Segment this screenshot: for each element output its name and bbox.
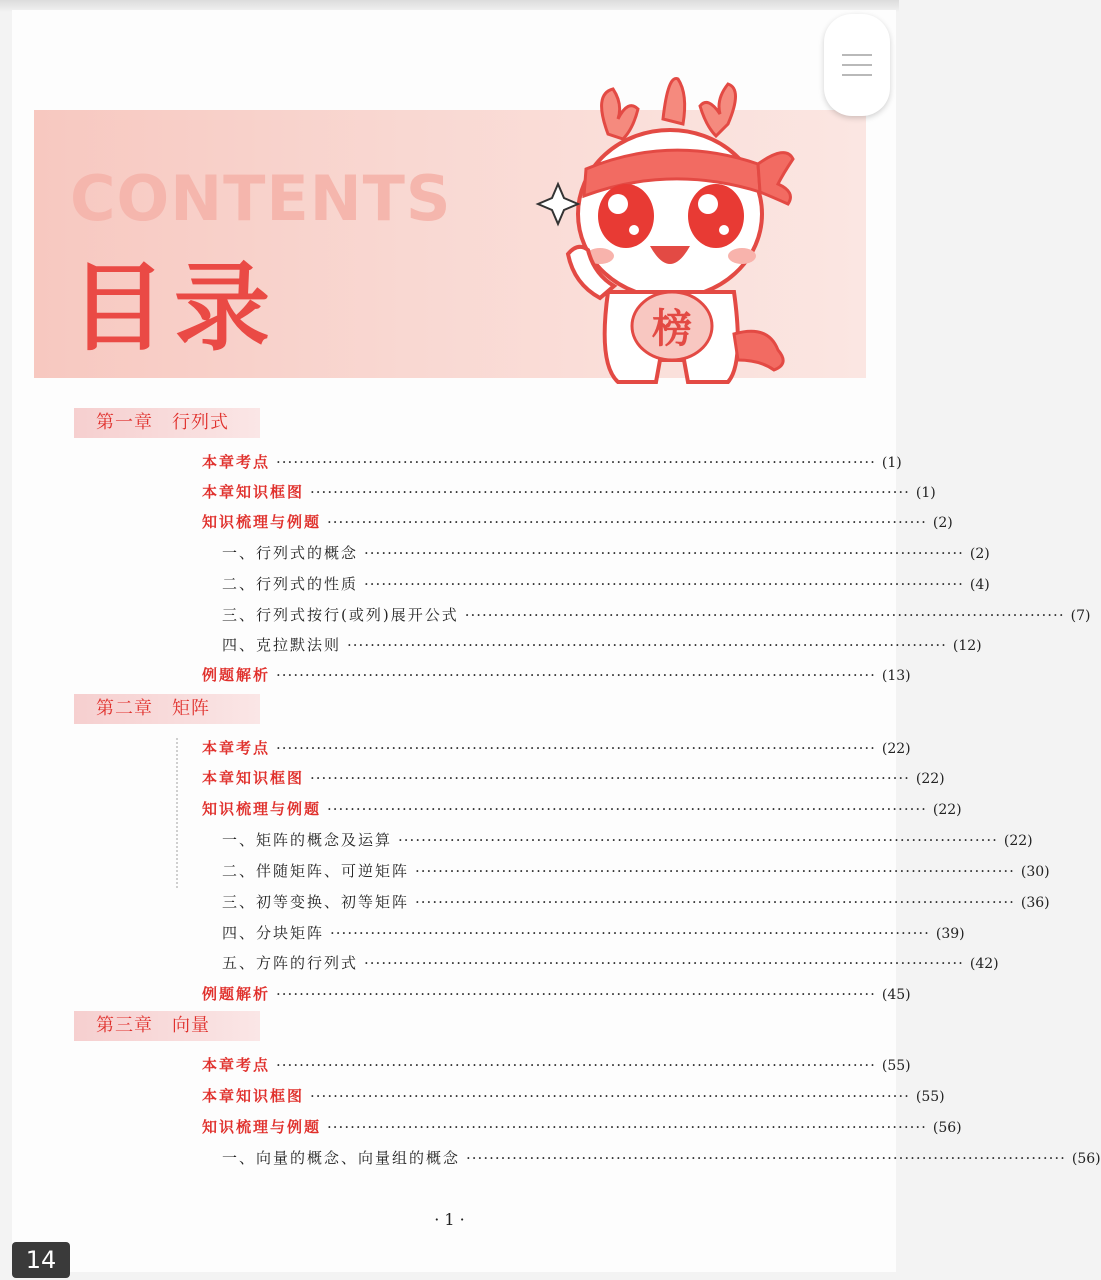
toc-entry-label: 四、克拉默法则 xyxy=(222,636,342,654)
dot-leader: ········································································································ xyxy=(310,769,910,787)
toc-entry-label: 本章知识框图 xyxy=(202,769,305,787)
dot-leader: ········································································································ xyxy=(415,862,1015,880)
toc-entry[interactable] xyxy=(202,766,945,790)
toc-entry-page: (12) xyxy=(952,638,982,654)
toc-entry-page: (36) xyxy=(1020,895,1050,911)
toc-entry[interactable] xyxy=(202,480,936,504)
toc-entry-label: 三、初等变换、初等矩阵 xyxy=(222,893,410,911)
toc-entry[interactable] xyxy=(202,797,962,821)
toc-entry[interactable] xyxy=(222,921,965,945)
toc-entry-page: (30) xyxy=(1020,864,1050,880)
dot-leader: ········································································································ xyxy=(276,985,876,1003)
toc-entry[interactable] xyxy=(202,736,911,760)
toc-entry-page: (7) xyxy=(1070,608,1091,624)
dot-leader: ········································································································ xyxy=(347,636,947,654)
toc-entry-page: (39) xyxy=(935,926,965,942)
toc-entry-page: (22) xyxy=(915,771,945,787)
toc-entry-page: (55) xyxy=(881,1058,911,1074)
margin-dots xyxy=(176,738,178,888)
toc-entry[interactable] xyxy=(202,1053,911,1077)
toc-entry-label: 例题解析 xyxy=(202,985,271,1003)
contents-title-en: CONTENTS xyxy=(70,162,452,235)
toc-entry-page: (56) xyxy=(932,1120,962,1136)
toc-entry[interactable] xyxy=(202,663,911,687)
menu-button[interactable] xyxy=(824,14,890,116)
chapter-heading[interactable]: 第二章 矩阵 xyxy=(74,694,260,724)
dot-leader: ········································································································ xyxy=(364,954,964,972)
toc-entry-page: (42) xyxy=(969,956,999,972)
toc-entry[interactable] xyxy=(222,890,1050,914)
dot-leader: ········································································································ xyxy=(327,800,927,818)
toc-entry[interactable] xyxy=(222,951,999,975)
toc-entry-page: (22) xyxy=(881,741,911,757)
toc-entry-page: (1) xyxy=(881,455,902,471)
toc-entry-page: (45) xyxy=(881,987,911,1003)
dot-leader: ········································································································ xyxy=(464,606,1065,624)
toc-entry-label: 一、向量的概念、向量组的概念 xyxy=(222,1149,461,1167)
dot-leader: ········································································································ xyxy=(310,483,910,501)
toc-entry[interactable] xyxy=(202,982,911,1006)
toc-entry-label: 知识梳理与例题 xyxy=(202,800,322,818)
menu-icon-line xyxy=(842,54,872,56)
toc-entry[interactable] xyxy=(202,450,902,474)
toc-entry-label: 本章考点 xyxy=(202,1056,271,1074)
toc-entry-label: 本章考点 xyxy=(202,453,271,471)
dot-leader: ········································································································ xyxy=(327,1118,927,1136)
toc-entry-label: 四、分块矩阵 xyxy=(222,924,325,942)
toc-entry[interactable] xyxy=(202,1084,945,1108)
toc-entry-page: (2) xyxy=(932,515,953,531)
toc-entry-label: 本章考点 xyxy=(202,739,271,757)
menu-icon-line xyxy=(842,64,872,66)
toc-entry-page: (55) xyxy=(915,1089,945,1105)
toc-entry-label: 二、伴随矩阵、可逆矩阵 xyxy=(222,862,410,880)
chapter-heading[interactable]: 第三章 向量 xyxy=(74,1011,260,1041)
toc-entry[interactable] xyxy=(202,1115,962,1139)
toc-entry[interactable] xyxy=(222,859,1050,883)
dot-leader: ········································································································ xyxy=(364,544,964,562)
page-number: · 1 · xyxy=(434,1210,465,1229)
toc-entry-label: 本章知识框图 xyxy=(202,1087,305,1105)
toc-entry-page: (22) xyxy=(1003,833,1033,849)
toc-entry-page: (2) xyxy=(969,546,990,562)
toc-entry[interactable] xyxy=(222,541,990,565)
dot-leader: ········································································································ xyxy=(364,575,964,593)
toc-entry[interactable] xyxy=(222,1146,1101,1170)
toc-entry-label: 一、行列式的概念 xyxy=(222,544,359,562)
toc-entry-label: 例题解析 xyxy=(202,666,271,684)
toc-entry[interactable] xyxy=(202,510,953,534)
toc-entry-page: (1) xyxy=(915,485,936,501)
dot-leader: ········································································································ xyxy=(276,1056,876,1074)
dot-leader: ········································································································ xyxy=(398,831,998,849)
dot-leader: ········································································································ xyxy=(276,666,876,684)
dot-leader: ········································································································ xyxy=(415,893,1015,911)
page-index-badge: 14 xyxy=(12,1242,70,1278)
toc-entry-page: (56) xyxy=(1071,1151,1101,1167)
toc-entry[interactable] xyxy=(222,572,990,596)
menu-icon-line xyxy=(842,74,872,76)
toc-entry[interactable] xyxy=(222,828,1033,852)
dot-leader: ········································································································ xyxy=(310,1087,910,1105)
mascot-badge: 榜 xyxy=(652,306,692,352)
contents-title-cn: 目录 xyxy=(70,252,278,364)
toc-entry-label: 二、行列式的性质 xyxy=(222,575,359,593)
toc-entry-label: 知识梳理与例题 xyxy=(202,1118,322,1136)
toc-entry-label: 知识梳理与例题 xyxy=(202,513,322,531)
toc-entry-label: 三、行列式按行(或列)展开公式 xyxy=(222,606,459,624)
toc-entry[interactable] xyxy=(222,633,982,657)
toc-entry-page: (13) xyxy=(881,668,911,684)
toc-entry-page: (22) xyxy=(932,802,962,818)
dot-leader: ········································································································ xyxy=(330,924,930,942)
dot-leader: ········································································································ xyxy=(327,513,927,531)
toc-entry-label: 本章知识框图 xyxy=(202,483,305,501)
dot-leader: ········································································································ xyxy=(276,739,876,757)
toc-entry[interactable] xyxy=(222,603,1091,627)
toc-entry-label: 一、矩阵的概念及运算 xyxy=(222,831,393,849)
dragon-mascot-image xyxy=(538,64,808,394)
dot-leader: ········································································································ xyxy=(466,1149,1066,1167)
toc-entry-label: 五、方阵的行列式 xyxy=(222,954,359,972)
dot-leader: ········································································································ xyxy=(276,453,876,471)
toc-entry-page: (4) xyxy=(969,577,990,593)
chapter-heading[interactable]: 第一章 行列式 xyxy=(74,408,260,438)
